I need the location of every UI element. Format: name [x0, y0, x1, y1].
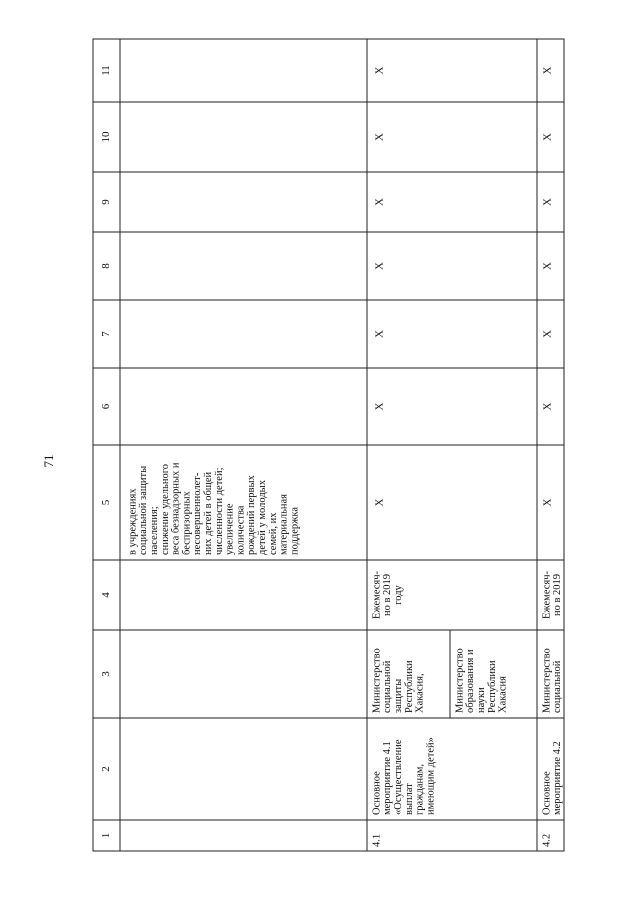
continuation-text-line: детей у молодых: [257, 480, 269, 555]
column-mark: X: [373, 262, 386, 270]
activity-name-line: выплат: [403, 783, 415, 815]
column-header: 2: [100, 766, 113, 772]
continuation-text-line: в учреждениях: [127, 488, 139, 555]
column-mark: X: [541, 330, 554, 338]
row-number: 4.1: [371, 833, 383, 847]
column-header: 3: [100, 671, 113, 677]
executor-line: науки: [476, 687, 488, 713]
continuation-text-line: снижение удельного: [159, 464, 171, 555]
column-header: 10: [100, 131, 113, 143]
executor-line: Республики: [486, 660, 498, 713]
period-line: Ежемесяч-: [541, 570, 553, 620]
period-line: но в 2019: [552, 573, 564, 617]
column-mark: X: [541, 262, 554, 270]
continuation-text-line: беспризорных: [181, 491, 193, 555]
activity-name-line: мероприятие 4.1: [382, 741, 394, 815]
continuation-text-line: материальная: [278, 494, 290, 555]
continuation-text-line: численности детей;: [213, 467, 225, 555]
row-number: 4.2: [541, 833, 553, 847]
continuation-text-line: веса безнадзорных и: [170, 462, 182, 555]
executor-line: Министерство: [371, 648, 383, 713]
executor-line: Министерство: [454, 648, 466, 713]
period-line: но в 2019: [382, 573, 394, 617]
column-mark: X: [541, 402, 554, 411]
column-mark: X: [373, 402, 386, 411]
column-header: 7: [100, 331, 113, 337]
continuation-text-line: поддержка: [289, 506, 301, 555]
period-line: Ежемесяч-: [371, 570, 383, 620]
executor-line: Хакасия: [497, 676, 509, 713]
executor-line: социальной: [552, 660, 564, 713]
column-header: 11: [100, 65, 113, 76]
column-mark: X: [373, 66, 386, 75]
column-header: 9: [100, 199, 113, 205]
column-mark: X: [541, 133, 554, 141]
executor-line: Хакасия,: [414, 673, 426, 713]
executor-line: Министерство: [541, 648, 553, 713]
period-line: году: [393, 585, 405, 605]
column-mark: X: [541, 198, 554, 206]
column-header: 4: [100, 592, 113, 598]
continuation-text-line: рождений первых: [246, 475, 258, 555]
activity-name-line: гражданам,: [414, 763, 426, 815]
table-grid: [93, 39, 564, 851]
activity-name-line: мероприятие 4.2: [552, 741, 564, 815]
continuation-text-line: населения;: [149, 506, 161, 555]
continuation-text-line: несовершеннолет-: [192, 472, 204, 555]
column-5-mark: X: [373, 498, 386, 507]
column-header: 5: [100, 499, 113, 506]
column-header: 6: [100, 403, 113, 410]
activity-name-line: Основное: [371, 771, 383, 815]
continuation-text-line: них детей в общей: [203, 471, 215, 555]
column-header: 8: [100, 263, 113, 269]
continuation-text-line: семей, их: [267, 512, 279, 555]
activity-name-line: имеющим детей»: [425, 737, 437, 815]
activity-name-line: Основное: [541, 771, 553, 815]
activity-name-line: «Осуществление: [393, 739, 405, 815]
executor-line: защиты: [393, 678, 405, 713]
executor-line: Республики: [403, 660, 415, 713]
executor-line: образования и: [465, 649, 477, 713]
column-mark: X: [541, 66, 554, 75]
column-header: 1: [100, 832, 113, 839]
table-content: [100, 65, 563, 847]
continuation-text-line: увеличение: [224, 503, 236, 555]
page-number: 71: [40, 454, 56, 468]
column-mark: X: [373, 198, 386, 206]
continuation-text-line: социальной защиты: [138, 465, 150, 555]
continuation-text-line: количества: [235, 505, 247, 555]
column-mark: X: [373, 330, 386, 338]
executor-line: социальной: [382, 660, 394, 713]
column-5-mark: X: [541, 498, 554, 507]
column-mark: X: [373, 133, 386, 141]
